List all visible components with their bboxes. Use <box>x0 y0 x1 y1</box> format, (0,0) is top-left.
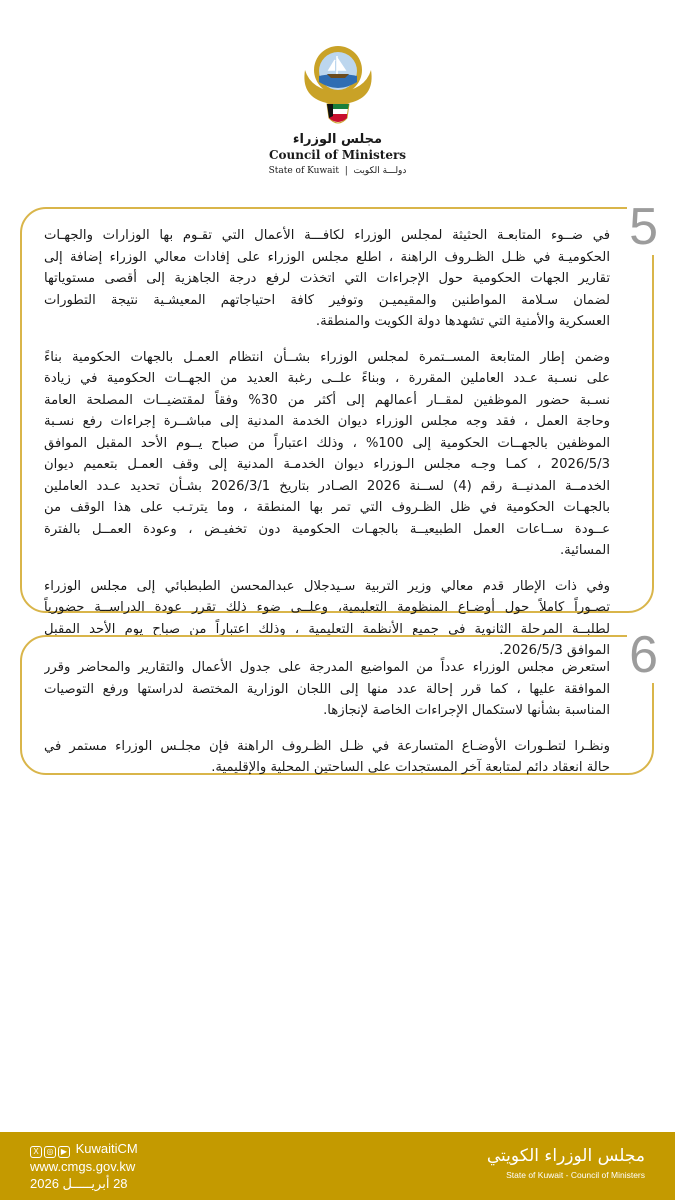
kuwait-emblem-logo <box>297 40 379 128</box>
text-line: وفي ذات الإطار قدم معالي وزير التربية سـيدجلال عبدالمحسن الطبطبائي إلى مجلس الوزراء <box>44 578 610 594</box>
text-line: العسكرية والأمنية التي تشهدها دولة الكويت والمنطقة. <box>315 314 610 329</box>
text-line: وضمن إطار المتابعة المســتمرة لمجلس الوزراء بشــأن انتظام العمـل بالجهات الحكومية بناءً <box>44 349 610 365</box>
paragraph <box>44 736 610 779</box>
text-line: الحكوميـة في ظـل الظـروف الراهنة ، اطلع مجلس الوزراء على إفادات معالي الوزراء إضافة إلى <box>44 249 610 265</box>
footer <box>0 1132 675 1200</box>
header-subtitle: State of Kuwait | دولـــة الكويت <box>268 166 407 176</box>
item-card-5 <box>20 198 658 658</box>
youtube-icon[interactable]: ▶ <box>58 1146 70 1158</box>
text-line: المناسبة بشأنها لاستكمال الإجراءات الخاصة لإنجازها. <box>323 703 610 718</box>
text-line: نسـبة حضور الموظفين لمقــار أعمالهم إلى أكثر من 30% وفقاً لمقتضيــات المصلحة العامة <box>44 392 610 408</box>
item-number: 6 <box>629 626 658 684</box>
subtitle-en: State of Kuwait <box>268 166 340 176</box>
x-icon[interactable]: X <box>30 1146 42 1158</box>
text-line: تصـوراً كاملاً حول أوضـاع المنظومة التعليمية، وعلــى ضوء ذلك تقرر عودة الدراســة حضورياً <box>44 600 610 615</box>
paragraph <box>44 657 610 722</box>
text-line: استعرض مجلس الوزراء عدداً من المواضيع المدرجة على جدول الأعمال والتقارير والمحاضر وقرر <box>44 660 610 675</box>
header-title-en: Council of Ministers <box>268 148 407 162</box>
subtitle-ar: دولـــة الكويت <box>353 166 407 176</box>
paragraph <box>44 347 610 562</box>
text-line: على نسـبة عـدد العاملين المقررة ، وبناءً علــى رغبة العديد من الجهــات الحكومية في زيادة <box>44 371 610 386</box>
website-link[interactable]: www.cmgs.gov.kw <box>30 1159 136 1174</box>
paragraph <box>44 225 610 333</box>
social-handle[interactable]: KuwaitiCM <box>75 1141 138 1156</box>
text-line: المسائية. <box>559 543 610 558</box>
text-line: الخدمــة المدنيــة رقم (4) لســنة 2026 الصـادر بتاريخ 2026/3/1 بشـأن تحديد عـدد العاملين <box>44 478 610 494</box>
text-line: 2026/5/3 ، كمـا وجـه مجلس الـوزراء ديوان الخدمـة المدنية إلى وقف العمـل بتعميم ديوان <box>44 457 610 472</box>
instagram-icon[interactable]: ◎ <box>44 1146 56 1158</box>
text-line: في ضــوء المتابعـة الحثيثة لمجلس الوزراء لكافـــة الأعمال التي تقـوم بها الوزارات والجهـات <box>44 228 610 243</box>
text-line: الموافقة عليها ، كما قرر إحالة عدد منها إلى اللجان الوزارية المختصة لدراستها ورفع التوصيات <box>44 681 610 697</box>
header-title-ar: مجلس الوزراء <box>292 132 383 147</box>
text-line: الموافق 2026/5/3. <box>499 643 610 658</box>
social-row <box>30 1140 138 1158</box>
text-line: الموظفين بالجهــات الحكومية إلى 100% ، وذلك اعتباراً من صباح يــوم الأحد المقبل الموافق <box>44 435 610 451</box>
text-line: لطلبــة المرحلة الثانوية في جميع الأنظمة التعليمية ، وذلك اعتباراً من صباح يوم الأحد المقبل <box>44 621 610 637</box>
footer-org-ar: مجلس الوزراء الكويتي <box>486 1146 645 1166</box>
text-line: ونظـرا لتطـورات الأوضـاع المتسارعة في ظـل الظـروف الراهنة فإن مجلـس الوزراء مستمر في <box>44 738 610 754</box>
footer-org-en: State of Kuwait - Council of Ministers <box>506 1170 645 1180</box>
text-line: حالة انعقاد دائم لمتابعة آخر المستجدات على الساحتين المحلية والإقليمية. <box>211 760 610 775</box>
text-line: تقارير الجهات الحكومية حول الإجراءات التي اتخذت لرفع درجة الجاهزية إلى أقصى مستوياتها <box>44 271 610 286</box>
text-line: عــودة ســاعات العمل الطبيعيــة بالجهـات الحكومية دون تخفيـض ، وعودة العمــل بالفترة <box>44 521 610 537</box>
text-line: لضمان سـلامة المواطنين والمقيميـن وتوفير كافة احتياجاتهم المعيشـية نتيجة التطورات <box>44 292 610 308</box>
footer-date: 28 أبريـــــل 2026 <box>30 1176 128 1191</box>
text-line: وحاجة العمل ، فقد وجه مجلس الوزراء ديوان الخدمة المدنية إلى مباشــرة إجراءات رفع نسـبة <box>44 414 610 429</box>
text-line: بالجهـات الحكومية في ظل الظـروف التي تمر بها المنطقة ، وما يترتـب على هذا الوقف من <box>44 500 610 515</box>
item-number: 5 <box>629 198 658 256</box>
